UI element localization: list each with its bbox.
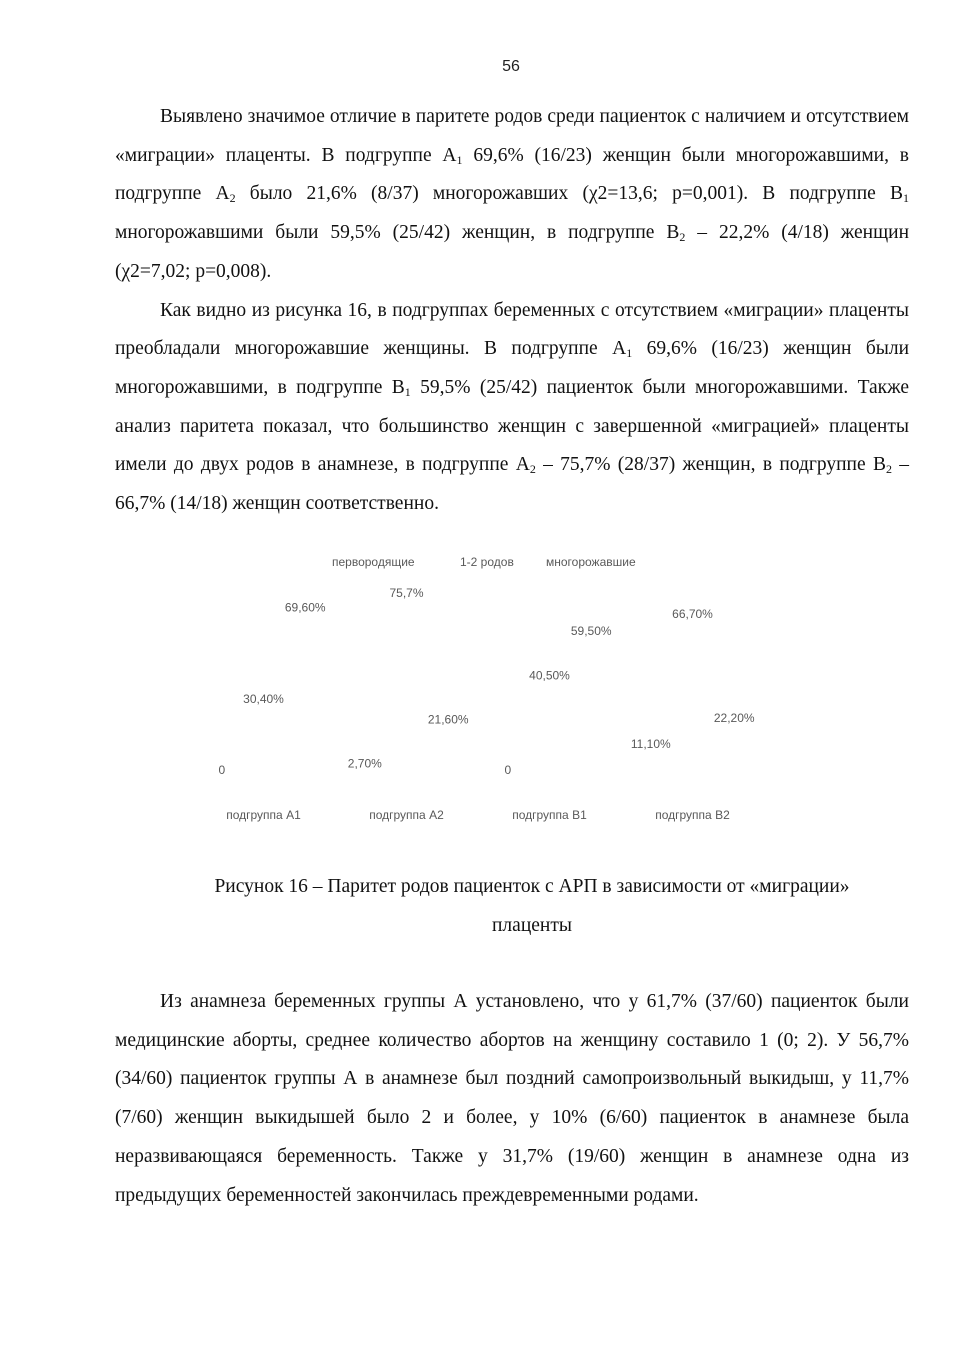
data-label: 30,40% xyxy=(243,691,284,706)
chart-svg xyxy=(200,540,800,840)
x-tick-label: подгруппа В2 xyxy=(655,808,730,822)
bar xyxy=(350,772,380,778)
data-label: 2,70% xyxy=(347,756,382,771)
legend-entry: 1-2 родов xyxy=(460,555,514,569)
subscript: 2 xyxy=(679,230,686,245)
x-tick-label: подгруппа В1 xyxy=(512,808,587,822)
subscript: 1 xyxy=(626,346,633,361)
x-tick-label: подгруппа А2 xyxy=(369,808,444,822)
figure-caption xyxy=(160,868,904,945)
body-text-bottom xyxy=(115,983,909,1215)
subscript: 1 xyxy=(903,191,909,206)
legend-entry: первородящие xyxy=(332,555,415,569)
subscript: 2 xyxy=(529,462,536,477)
data-label: 0 xyxy=(504,763,512,777)
paragraph: Как видно из рисунка 16, в подгруппах беременных с отсутствием «миграции» плаценты преобладали многорожавшие женщины. В подгруппе $А_1$ 69,6% (16/23) женщин были многорожавшими, в подгруппе $В_1$ 59,5% (25/42) пациенток были многорожавшими. Также анализ паритета показал, что большинство женщин с завершенной «миграцией» плаценты имели до двух родов в анамнезе, в подгруппе $А_2 - 75,7\%$ (28/37) женщин, в подгруппе $В_2 - 66,7\%$ (14/18) женщин соответственно. xyxy=(115,299,910,515)
bar xyxy=(636,752,666,778)
data-label: 66,70% xyxy=(672,607,713,622)
caption-line-1: Рисунок 16 – Паритет родов пациенток с АРП в зависимости от «миграции» xyxy=(214,876,850,897)
subscript: 2 xyxy=(885,462,892,477)
page-number: 56 xyxy=(502,58,520,75)
x-tick-label: подгруппа А1 xyxy=(226,808,301,822)
data-label: 11,10% xyxy=(630,737,671,752)
bar xyxy=(678,622,708,778)
bar xyxy=(392,601,422,778)
paragraph: Выявлено значимое отличие в паритете родов среди пациенток с наличием и отсутствием «миграции» плаценты. В подгруппе $А_1$ 69,6% (16/23) женщин были многорожавшими, в подгруппе $А_2$ было 21,6% (8/37) многорожавших (χ2=13,6; p=0,001). В подгруппе $В_1$ многорожавшими были 59,5% (25/42) женщин, в подгруппе $В_2 - 22,2\%$ (4/18) женщин (χ2=7,02; p=0,008). xyxy=(115,106,910,282)
data-label: 0 xyxy=(218,763,226,777)
caption-line-2: плаценты xyxy=(492,914,572,936)
data-label: 22,20% xyxy=(713,711,755,726)
body-text-top xyxy=(115,98,909,524)
bar xyxy=(249,707,279,778)
data-label: 75,7% xyxy=(389,586,424,601)
legend-entry: многорожавшие xyxy=(546,555,636,569)
paragraph: Из анамнеза беременных группы А установлено, что у 61,7% (37/60) пациенток были медицинские аборты, среднее количество абортов на женщину составило 1 (0; 2). У 56,7% (34/60) пациенток группы А в анамнезе был поздний самопроизвольный выкидыш, у 11,7% (7/60) женщин выкидышей было 2 и более, у 10% (6/60) пациенток в анамнезе была неразвивающаяся беременность. Также у 31,7% (19/60) женщин в анамнезе одна из предыдущих беременностей закончилась преждевременными родами. xyxy=(115,991,909,1206)
bar xyxy=(576,639,606,778)
bar xyxy=(719,726,749,778)
subscript: 1 xyxy=(404,384,411,399)
subscript: 1 xyxy=(456,152,463,167)
bar xyxy=(433,728,463,778)
parity-chart xyxy=(200,540,800,840)
subscript: 2 xyxy=(229,191,236,206)
data-label: 40,50% xyxy=(529,668,570,683)
bar xyxy=(535,683,565,778)
bar xyxy=(290,615,320,778)
data-label: 69,60% xyxy=(284,600,326,615)
data-label: 59,50% xyxy=(570,623,612,638)
data-label: 21,60% xyxy=(427,712,469,727)
